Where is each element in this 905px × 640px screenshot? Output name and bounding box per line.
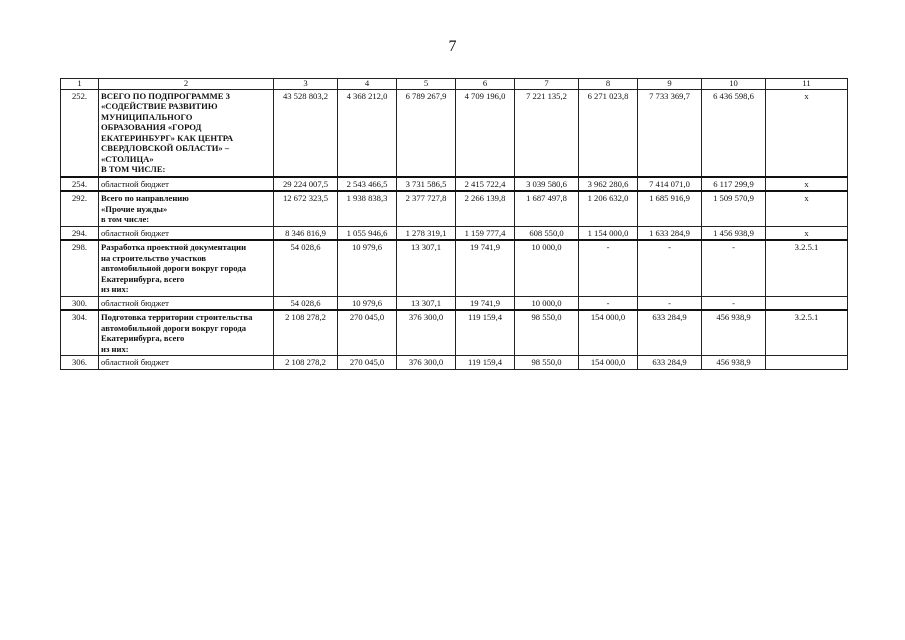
value-cell: 6 789 267,9 (397, 89, 456, 176)
row-name-line: Екатеринбурга, всего (101, 333, 185, 344)
row-name-line: автомобильной дороги вокруг города (101, 322, 246, 333)
row-name-line: из них: (101, 343, 129, 354)
value-cell: 154 000,0 (579, 356, 638, 369)
value-cell: 1 206 632,0 (579, 191, 638, 226)
code-cell: 3.2.5.1 (766, 240, 848, 296)
row-number: 298. (61, 240, 99, 296)
row-name-line: ОБРАЗОВАНИЯ «ГОРОД (101, 122, 202, 133)
value-cell: 7 414 071,0 (638, 177, 702, 191)
row-name (99, 191, 274, 226)
value-cell: 4 368 212,0 (338, 89, 397, 176)
row-name-line: на строительство участков (101, 252, 207, 263)
code-cell (766, 296, 848, 310)
column-header: 3 (274, 79, 338, 90)
row-name (99, 177, 274, 191)
column-header: 6 (456, 79, 515, 90)
value-cell: 7 733 369,7 (638, 89, 702, 176)
value-cell: 1 509 570,9 (702, 191, 766, 226)
header-row (61, 79, 848, 90)
value-cell: 376 300,0 (397, 356, 456, 369)
row-name-line: автомобильной дороги вокруг города (101, 263, 246, 274)
value-cell: 119 159,4 (456, 356, 515, 369)
row-number: 254. (61, 177, 99, 191)
row-name (99, 226, 274, 240)
value-cell: 43 528 803,2 (274, 89, 338, 176)
value-cell: 1 154 000,0 (579, 226, 638, 240)
value-cell: 6 436 598,6 (702, 89, 766, 176)
row-name (99, 240, 274, 296)
row-number: 252. (61, 89, 99, 176)
column-header: 10 (702, 79, 766, 90)
row-name-line: СВЕРДЛОВСКОЙ ОБЛАСТИ» – (101, 143, 230, 154)
row-number: 292. (61, 191, 99, 226)
code-cell: 3.2.5.1 (766, 310, 848, 355)
row-name-line: МУНИЦИПАЛЬНОГО (101, 111, 193, 122)
code-cell: x (766, 89, 848, 176)
value-cell: 10 979,6 (338, 240, 397, 296)
value-cell: 376 300,0 (397, 310, 456, 355)
value-cell: 456 938,9 (702, 310, 766, 355)
value-cell: 2 543 466,5 (338, 177, 397, 191)
column-header: 1 (61, 79, 99, 90)
column-header: 5 (397, 79, 456, 90)
row-name (99, 356, 274, 369)
code-cell: x (766, 191, 848, 226)
row-name-line: ВСЕГО ПО ПОДПРОГРАММЕ 3 (101, 90, 230, 101)
row-name-line: из них: (101, 284, 129, 295)
value-cell: 12 672 323,5 (274, 191, 338, 226)
value-cell: 19 741,9 (456, 240, 515, 296)
table-body (61, 79, 848, 370)
value-cell: 1 685 916,9 (638, 191, 702, 226)
code-cell: x (766, 226, 848, 240)
value-cell: - (702, 296, 766, 310)
value-cell: - (638, 240, 702, 296)
value-cell: - (579, 240, 638, 296)
row-name-line: В ТОМ ЧИСЛЕ: (101, 164, 166, 175)
value-cell: 54 028,6 (274, 296, 338, 310)
row-name-line: Екатеринбурга, всего (101, 273, 185, 284)
row-name-line: «Прочие нужды» (101, 203, 168, 214)
value-cell: 2 377 727,8 (397, 191, 456, 226)
table-row (61, 356, 848, 369)
value-cell: 6 117 299,9 (702, 177, 766, 191)
value-cell: 456 938,9 (702, 356, 766, 369)
value-cell: 10 000,0 (515, 240, 579, 296)
column-header: 11 (766, 79, 848, 90)
table-row (61, 191, 848, 226)
page-number: 7 (448, 38, 457, 55)
row-name-line: в том числе: (101, 214, 150, 225)
value-cell: 633 284,9 (638, 310, 702, 355)
value-cell: 98 550,0 (515, 310, 579, 355)
code-cell: x (766, 177, 848, 191)
row-name-line: областной бюджет (101, 357, 169, 368)
value-cell: 19 741,9 (456, 296, 515, 310)
value-cell: 6 271 023,8 (579, 89, 638, 176)
value-cell: 1 687 497,8 (515, 191, 579, 226)
table-row (61, 226, 848, 240)
table-row (61, 296, 848, 310)
column-header: 4 (338, 79, 397, 90)
value-cell: 4 709 196,0 (456, 89, 515, 176)
value-cell: 1 456 938,9 (702, 226, 766, 240)
value-cell: - (702, 240, 766, 296)
row-name-line: Подготовка территории строительства (101, 312, 253, 323)
value-cell: 2 415 722,4 (456, 177, 515, 191)
row-name (99, 310, 274, 355)
value-cell: 1 633 284,9 (638, 226, 702, 240)
value-cell: 3 039 580,6 (515, 177, 579, 191)
row-number: 300. (61, 296, 99, 310)
value-cell: 270 045,0 (338, 310, 397, 355)
value-cell: 3 962 280,6 (579, 177, 638, 191)
value-cell: 54 028,6 (274, 240, 338, 296)
row-number: 306. (61, 356, 99, 369)
column-header: 8 (579, 79, 638, 90)
value-cell: 2 108 278,2 (274, 310, 338, 355)
value-cell: 270 045,0 (338, 356, 397, 369)
row-name-line: «СОДЕЙСТВИЕ РАЗВИТИЮ (101, 101, 218, 112)
value-cell: 13 307,1 (397, 296, 456, 310)
value-cell: 3 731 586,5 (397, 177, 456, 191)
column-header: 9 (638, 79, 702, 90)
value-cell: 10 979,6 (338, 296, 397, 310)
row-name-line: Разработка проектной документации (101, 242, 247, 253)
row-name (99, 296, 274, 310)
value-cell: 10 000,0 (515, 296, 579, 310)
value-cell: - (579, 296, 638, 310)
row-name-line: областной бюджет (101, 227, 169, 238)
value-cell: 2 266 139,8 (456, 191, 515, 226)
budget-table (60, 78, 848, 370)
value-cell: 1 938 838,3 (338, 191, 397, 226)
value-cell: 1 278 319,1 (397, 226, 456, 240)
value-cell: 608 550,0 (515, 226, 579, 240)
table-row (61, 310, 848, 355)
value-cell: 1 055 946,6 (338, 226, 397, 240)
row-number: 294. (61, 226, 99, 240)
value-cell: 13 307,1 (397, 240, 456, 296)
value-cell: 7 221 135,2 (515, 89, 579, 176)
value-cell: 8 346 816,9 (274, 226, 338, 240)
table-row (61, 240, 848, 296)
row-name-line: Всего по направлению (101, 193, 189, 204)
table-row (61, 177, 848, 191)
code-cell (766, 356, 848, 369)
column-header: 7 (515, 79, 579, 90)
row-name-line: «СТОЛИЦА» (101, 153, 154, 164)
column-header: 2 (99, 79, 274, 90)
value-cell: 154 000,0 (579, 310, 638, 355)
value-cell: 2 108 278,2 (274, 356, 338, 369)
row-name-line: областной бюджет (101, 178, 169, 189)
value-cell: 633 284,9 (638, 356, 702, 369)
table-row (61, 89, 848, 176)
row-name-line: ЕКАТЕРИНБУРГ» КАК ЦЕНТРА (101, 132, 234, 143)
value-cell: 29 224 007,5 (274, 177, 338, 191)
value-cell: 1 159 777,4 (456, 226, 515, 240)
value-cell: - (638, 296, 702, 310)
row-number: 304. (61, 310, 99, 355)
value-cell: 119 159,4 (456, 310, 515, 355)
row-name (99, 89, 274, 176)
value-cell: 98 550,0 (515, 356, 579, 369)
row-name-line: областной бюджет (101, 297, 169, 308)
